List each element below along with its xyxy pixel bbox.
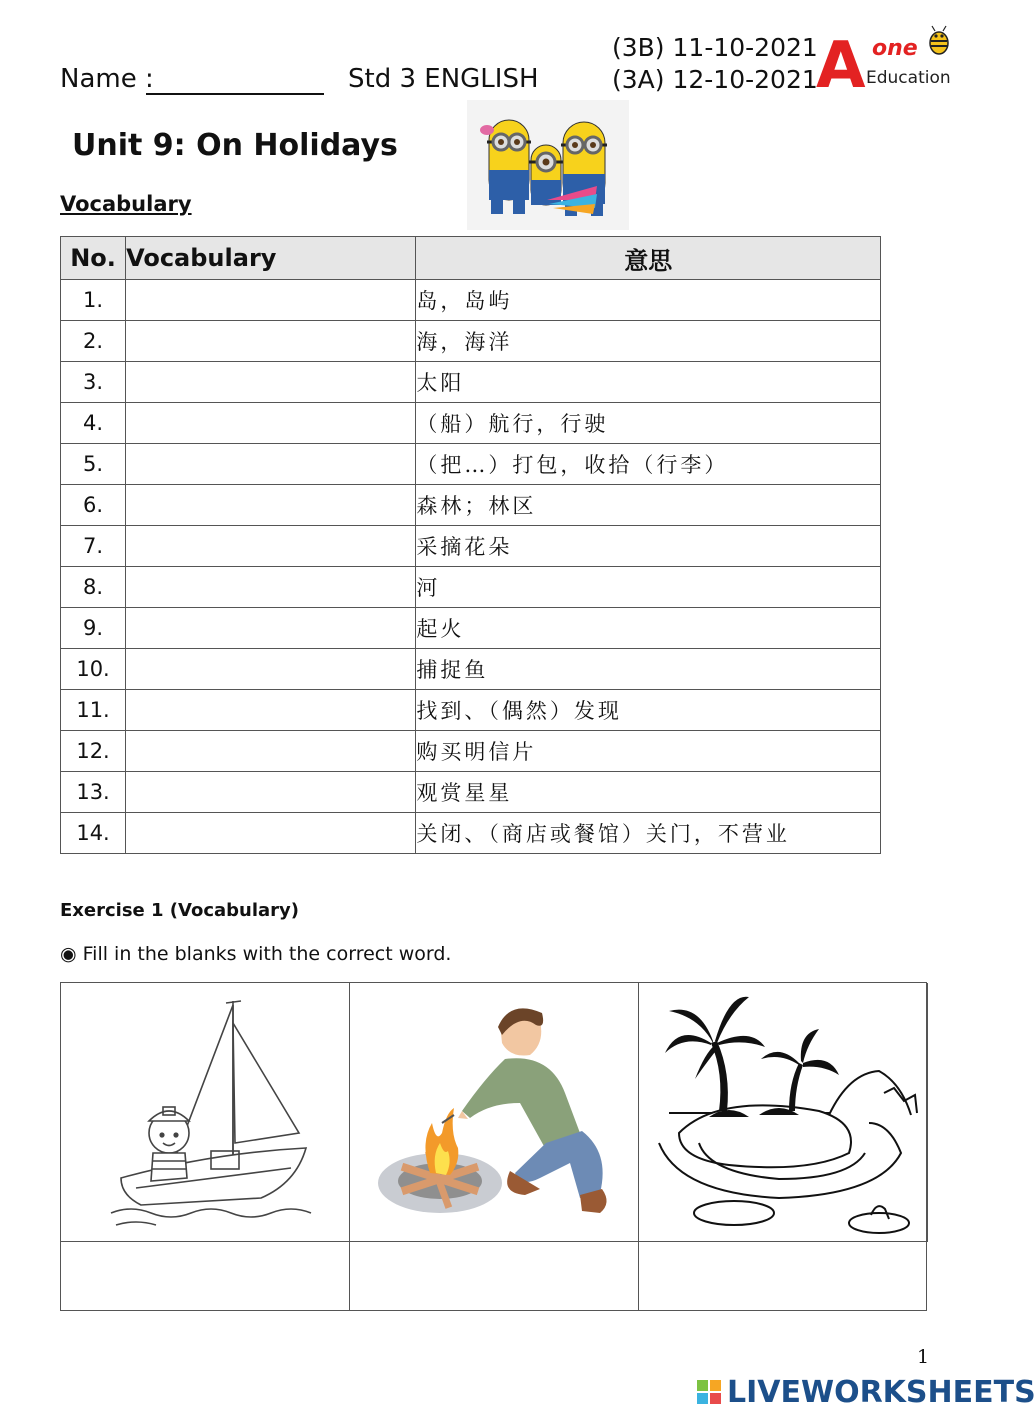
answer-blank[interactable]: [61, 1242, 350, 1310]
minions-image: [467, 100, 629, 230]
meaning-cell: 河: [416, 567, 881, 608]
meaning-cell: 购买明信片: [416, 731, 881, 772]
header-no: No.: [61, 237, 126, 280]
table-row: [61, 567, 881, 608]
vocabulary-answer-cell[interactable]: [126, 403, 416, 444]
row-number: 8.: [61, 567, 126, 608]
picture-cell: [61, 983, 350, 1242]
vocabulary-heading: Vocabulary: [60, 192, 192, 216]
meaning-cell: 观赏星星: [416, 772, 881, 813]
table-row: [61, 608, 881, 649]
meaning-cell: 太阳: [416, 362, 881, 403]
exercise-picture-table: [60, 982, 927, 1311]
table-row: [61, 444, 881, 485]
row-number: 11.: [61, 690, 126, 731]
meaning-cell: 采摘花朵: [416, 526, 881, 567]
vocabulary-answer-cell[interactable]: [126, 321, 416, 362]
table-row: [61, 485, 881, 526]
table-row: [61, 731, 881, 772]
page-number: 1: [917, 1346, 930, 1368]
table-row: [61, 649, 881, 690]
meaning-cell: （把…）打包，收拾（行李）: [416, 444, 881, 485]
row-number: 3.: [61, 362, 126, 403]
table-row: [61, 813, 881, 854]
boy-sailing-boat-icon: [61, 983, 349, 1241]
unit-title: Unit 9: On Holidays: [72, 128, 398, 163]
picture-cell: [350, 983, 639, 1242]
table-row: [61, 403, 881, 444]
picture-cell: [639, 983, 928, 1242]
row-number: 2.: [61, 321, 126, 362]
logo-letter: A: [816, 29, 866, 103]
vocabulary-answer-cell[interactable]: [126, 649, 416, 690]
meaning-cell: 海，海洋: [416, 321, 881, 362]
meaning-cell: 捕捉鱼: [416, 649, 881, 690]
row-number: 9.: [61, 608, 126, 649]
answer-blank[interactable]: [639, 1242, 928, 1310]
vocabulary-answer-cell[interactable]: [126, 690, 416, 731]
vocabulary-answer-cell[interactable]: [126, 731, 416, 772]
row-number: 4.: [61, 403, 126, 444]
row-number: 5.: [61, 444, 126, 485]
meaning-cell: 找到、（偶然）发现: [416, 690, 881, 731]
row-number: 14.: [61, 813, 126, 854]
logo-word: one: [872, 36, 918, 61]
date-3a: (3A) 12-10-2021: [612, 65, 818, 94]
answer-blank[interactable]: [350, 1242, 639, 1310]
vocabulary-answer-cell[interactable]: [126, 813, 416, 854]
name-label: Name :: [60, 64, 154, 94]
row-number: 6.: [61, 485, 126, 526]
vocabulary-answer-cell[interactable]: [126, 280, 416, 321]
bee-icon: [926, 26, 952, 56]
logo-sub: Education: [866, 68, 951, 88]
table-row: [61, 321, 881, 362]
man-making-campfire-icon: [350, 983, 638, 1241]
table-row: [61, 526, 881, 567]
row-number: 1.: [61, 280, 126, 321]
vocabulary-answer-cell[interactable]: [126, 485, 416, 526]
header-vocabulary: Vocabulary: [126, 237, 416, 280]
table-row: [61, 772, 881, 813]
exercise-instruction: ◉ Fill in the blanks with the correct word.: [60, 943, 452, 965]
vocabulary-answer-cell[interactable]: [126, 772, 416, 813]
exercise-title: Exercise 1 (Vocabulary): [60, 900, 300, 921]
meaning-cell: 岛，岛屿: [416, 280, 881, 321]
row-number: 13.: [61, 772, 126, 813]
header-meaning: 意思: [416, 237, 881, 280]
meaning-cell: 关闭、（商店或餐馆）关门，不营业: [416, 813, 881, 854]
vocabulary-answer-cell[interactable]: [126, 362, 416, 403]
table-header-row: [61, 237, 881, 280]
table-row: [61, 280, 881, 321]
aone-education-logo: [816, 24, 956, 103]
vocabulary-answer-cell[interactable]: [126, 526, 416, 567]
row-number: 10.: [61, 649, 126, 690]
name-blank-line: [146, 93, 324, 95]
meaning-cell: 起火: [416, 608, 881, 649]
vocabulary-table: [60, 236, 881, 854]
row-number: 7.: [61, 526, 126, 567]
liveworksheets-icon: [697, 1380, 721, 1404]
date-3b: (3B) 11-10-2021: [612, 33, 818, 62]
table-row: [61, 690, 881, 731]
row-number: 12.: [61, 731, 126, 772]
vocabulary-answer-cell[interactable]: [126, 444, 416, 485]
meaning-cell: 森林；林区: [416, 485, 881, 526]
meaning-cell: （船）航行，行驶: [416, 403, 881, 444]
table-row: [61, 362, 881, 403]
vocabulary-answer-cell[interactable]: [126, 608, 416, 649]
subject-label: Std 3 ENGLISH: [348, 64, 539, 94]
vocabulary-answer-cell[interactable]: [126, 567, 416, 608]
palm-tree-island-icon: [639, 983, 927, 1241]
liveworksheets-brand: LIVEWORKSHEETS: [727, 1375, 1036, 1410]
